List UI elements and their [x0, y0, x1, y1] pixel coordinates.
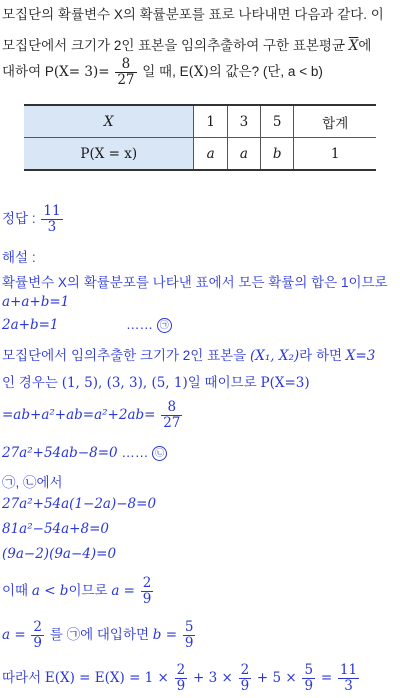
denominator: 3: [344, 678, 353, 694]
expectation-arg: (X): [188, 64, 209, 81]
solution-step-8: ㉠, ㉡에서: [2, 475, 63, 490]
step-12-mid: 이므로: [68, 583, 108, 599]
a-denominator: 9: [142, 591, 152, 607]
solution-step-9: 27a²+54a(1−2a)−8=0: [2, 496, 157, 512]
equation-2: 27a²+54ab−8=0: [2, 445, 118, 461]
problem-line-2: [2, 34, 371, 54]
cases: (1, 5), (3, 3), (5, 1): [61, 375, 188, 391]
given-fraction: [115, 57, 136, 88]
numerator: 2: [240, 662, 250, 678]
a-fraction: [31, 620, 44, 651]
solution-step-14: [2, 663, 361, 694]
sample-pair: (X₁, X₂): [249, 348, 300, 364]
numerator: 11: [339, 662, 358, 678]
substitution-text: 를 ㉠에 대입하면: [49, 627, 150, 643]
a-fraction: [141, 576, 154, 607]
problem-line-2-end: 에: [358, 38, 372, 53]
numerator: 5: [304, 662, 314, 678]
equals: =: [320, 670, 333, 687]
b-equals: b =: [152, 627, 178, 644]
a-equals: a =: [111, 583, 135, 600]
table-cell: a: [194, 138, 227, 171]
sample-mean-symbol: $\overline{X}$: [348, 38, 359, 54]
solution-step-6: [2, 400, 184, 431]
given-numerator: 8: [115, 57, 136, 73]
term: + 5 ×: [256, 670, 297, 687]
table-header-cell: 합계: [294, 105, 376, 138]
table-cell: 1: [294, 138, 376, 171]
answer-fraction: [41, 204, 62, 235]
prob-condition: (X= 3)=: [53, 64, 110, 81]
solution-step-7: [2, 445, 167, 461]
step-6-denominator: 27: [163, 415, 181, 431]
fraction: [302, 663, 315, 694]
table-header-cell: 5: [260, 105, 293, 138]
dots: ……: [121, 445, 149, 460]
denominator: 9: [240, 678, 250, 694]
b-fraction: [183, 620, 196, 651]
solution-step-1: 확률변수 X의 확률분포를 나타낸 표에서 모든 확률의 합은 1이므로: [2, 275, 388, 290]
table-cell: b: [260, 138, 293, 171]
table-header-cell: X: [24, 105, 194, 138]
fraction: [239, 663, 252, 694]
mark-2-icon: ㉡: [152, 446, 167, 461]
step-4-mid: 라 하면: [299, 348, 343, 363]
answer-denominator: 3: [47, 219, 57, 235]
solution-step-10: 81a²−54a+8=0: [2, 521, 109, 537]
answer-label: 정답 :: [2, 211, 36, 227]
problem-line-3-end: 의 값은? (단, a < b): [208, 64, 323, 80]
step-4-text: 모집단에서 임의추출한 크기가 2인 표본을: [2, 348, 247, 363]
solution-step-11: (9a−2)(9a−4)=0: [2, 546, 117, 562]
fraction: [175, 663, 188, 694]
b-numerator: 5: [184, 619, 194, 635]
a-numerator: 2: [142, 575, 152, 591]
prob-expression: P(X=3): [260, 375, 310, 391]
problem-line-3-mid: 일 때, E: [142, 64, 189, 80]
solution-title: 해설 :: [2, 250, 36, 265]
solution-step-2: a+a+b=1: [2, 294, 70, 310]
table-cell: a: [227, 138, 260, 171]
table-cell: P(X = x): [24, 138, 194, 171]
problem-line-1: 모집단의 확률변수 X의 확률분포를 표로 나타내면 다음과 같다. 이: [2, 7, 384, 22]
step-12-text: 이때: [2, 583, 29, 599]
table-header-cell: 1: [194, 105, 227, 138]
expectation-expression: E(X) = E(X) = 1 ×: [44, 670, 169, 687]
numerator: 2: [176, 662, 186, 678]
a-numerator: 2: [33, 619, 43, 635]
solution-step-3: [2, 317, 172, 333]
step-5-text: 인 경우는: [2, 375, 58, 390]
expansion: =ab+a²+ab=a²+2ab=: [2, 407, 156, 424]
mean-condition: X=3: [345, 348, 376, 364]
answer-numerator: 11: [43, 203, 61, 219]
step-6-numerator: 8: [161, 400, 182, 416]
problem-line-3: [2, 57, 323, 88]
solution-step-5: [2, 371, 310, 391]
solution-step-4: [2, 344, 375, 364]
result-fraction: [338, 663, 359, 694]
step-5-mid: 일 때이므로: [187, 375, 257, 390]
given-denominator: 27: [117, 72, 135, 88]
table-row: [24, 138, 376, 171]
answer-line: [2, 204, 65, 235]
equation-1: 2a+b=1: [2, 317, 59, 333]
step-6-fraction: [161, 400, 182, 431]
table-header-cell: 3: [227, 105, 260, 138]
a-equals: a =: [2, 627, 26, 644]
denominator: 9: [176, 678, 186, 694]
conclusion-text: 따라서: [2, 670, 42, 686]
denominator: 9: [304, 678, 314, 694]
solution-step-13: [2, 620, 197, 651]
prob-label: 대하여 P: [2, 64, 54, 80]
inequality: a < b: [31, 583, 69, 600]
a-denominator: 9: [33, 635, 43, 651]
solution-step-12: [2, 576, 155, 607]
problem-line-2-text: 모집단에서 크기가 2인 표본을 임의추출하여 구한 표본평균: [2, 38, 345, 53]
table-header-row: [24, 105, 376, 138]
mark-1-icon: ㉠: [157, 318, 172, 333]
term: + 3 ×: [193, 670, 233, 687]
distribution-table: [24, 104, 376, 171]
b-denominator: 9: [184, 635, 194, 651]
dots: ……: [126, 317, 154, 332]
